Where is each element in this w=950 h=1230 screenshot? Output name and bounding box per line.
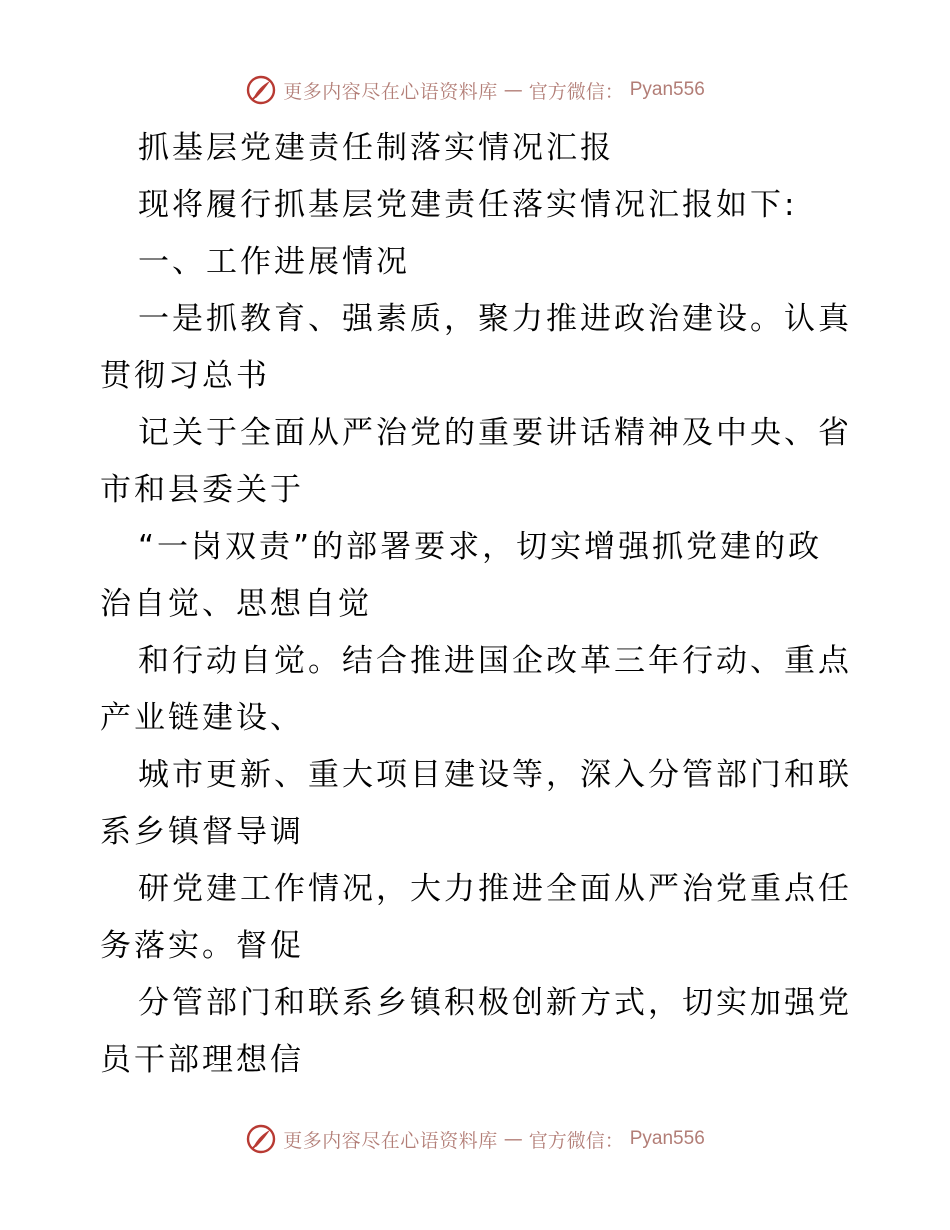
document-body: [100, 120, 860, 1089]
text-line: 系乡镇督导调: [100, 814, 304, 850]
text-line: 研党建工作情况，大力推进全面从严治党重点任: [138, 871, 852, 907]
red-quill-logo-icon: [245, 74, 277, 106]
text-line: 城市更新、重大项目建设等，深入分管部门和联: [138, 757, 852, 793]
banner-separator: —: [503, 79, 523, 101]
text-line: “一岗双责”的部署要求，切实增强抓党建的政: [138, 529, 823, 565]
text-line: 分管部门和联系乡镇积极创新方式，切实加强党: [138, 985, 852, 1021]
text-line: 和行动自觉。结合推进国企改革三年行动、重点: [138, 643, 852, 679]
banner-wechat-id: Pyan556: [629, 79, 705, 100]
banner-title: 更多内容尽在心语资料库: [283, 80, 498, 103]
text-line: 员干部理想信: [100, 1042, 304, 1078]
text-line: 市和县委关于: [100, 472, 304, 508]
banner-separator: —: [503, 1128, 523, 1150]
banner-wechat-id: Pyan556: [629, 1128, 705, 1149]
text-line: 治自觉、思想自觉: [100, 586, 372, 622]
text-line: 产业链建设、: [100, 700, 304, 736]
text-line: 一是抓教育、强素质，聚力推进政治建设。认真: [138, 301, 852, 337]
banner-title: 更多内容尽在心语资料库: [283, 1129, 498, 1152]
header-banner: [0, 72, 950, 108]
text-line: 务落实。督促: [100, 928, 304, 964]
footer-banner: [0, 1121, 950, 1157]
text-line: 现将履行抓基层党建责任落实情况汇报如下:: [138, 187, 798, 223]
section-heading: 一、工作进展情况: [138, 244, 410, 280]
document-title: 抓基层党建责任制落实情况汇报: [138, 130, 614, 166]
banner-wechat-label: 官方微信：: [528, 80, 624, 103]
text-line: 贯彻习总书: [100, 358, 270, 394]
text-line: 记关于全面从严治党的重要讲话精神及中央、省: [138, 415, 852, 451]
red-quill-logo-icon: [245, 1123, 277, 1155]
banner-wechat-label: 官方微信：: [528, 1129, 624, 1152]
